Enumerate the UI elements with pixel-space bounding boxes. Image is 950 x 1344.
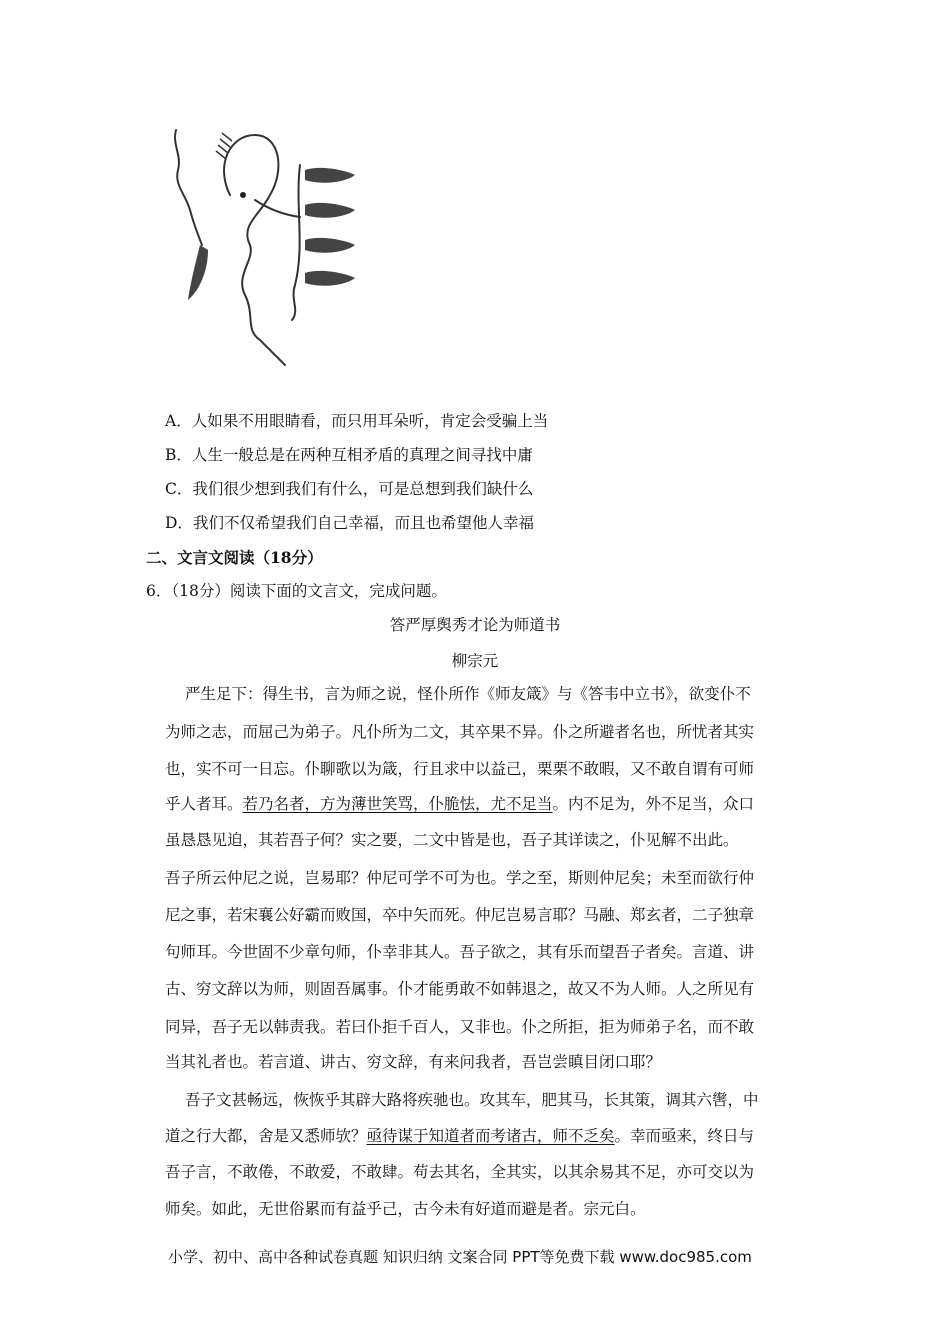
essay-line-text: 也，实不可一日忘。仆聊歌以为箴，行且求中以益己，栗栗不敢暇，又不敢自谓有可师 xyxy=(165,760,755,778)
underlined-sentence: 若乃名者，方为薄世笑骂，仆脆怯，尤不足当 xyxy=(242,795,553,813)
option-b[interactable]: B．人生一般总是在两种互相矛盾的真理之间寻找中庸 xyxy=(165,446,533,464)
essay-title: 答严厚舆秀才论为师道书 xyxy=(389,616,561,634)
option-a[interactable]: A．人如果不用眼睛看，而只用耳朵听，肯定会受骗上当 xyxy=(165,412,549,430)
option-c[interactable]: C．我们很少想到我们有什么，可是总想到我们缺什么 xyxy=(165,480,534,498)
essay-line xyxy=(165,977,754,999)
essay-line xyxy=(185,1088,759,1110)
pictogram-illustration xyxy=(160,125,360,375)
essay-line xyxy=(165,828,739,850)
essay-line xyxy=(165,1160,754,1182)
essay-line xyxy=(165,1197,646,1219)
essay-line xyxy=(165,903,754,925)
option-d[interactable]: D．我们不仅希望我们自己幸福，而且也希望他人幸福 xyxy=(165,514,534,532)
essay-line-text: 当其礼者也。若言道、讲古、穷文辞，有来问我者，吾岂尝瞋目闭口耶？ xyxy=(165,1053,662,1071)
essay-line-text: 吾子所云仲尼之说，岂易耶？仲尼可学不可为也。学之至，斯则仲尼矣；未至而欲行仲 xyxy=(165,869,755,887)
essay-line-text: 为师之志，而屈己为弟子。凡仆所为二文，其卒果不异。仆之所避者名也，所忧者其实 xyxy=(165,723,755,741)
essay-line-text: 。幸而亟来，终日与 xyxy=(614,1127,755,1145)
essay-line xyxy=(165,940,754,962)
answer-options xyxy=(165,404,548,540)
essay-line-text: 。内不足为，外不足当，众口 xyxy=(552,795,755,813)
essay-line-text: 同异，吾子无以韩责我。若曰仆拒千百人，又非也。仆之所拒，拒为师弟子名，而不敢 xyxy=(165,1018,755,1036)
essay-line xyxy=(165,1124,754,1146)
essay-line-text: 虽恳恳见迫，其若吾子何？实之要，二文中皆是也，吾子其详读之，仆见解不出此。 xyxy=(165,831,739,849)
essay-line xyxy=(165,720,754,742)
essay-line-text: 乎人者耳。 xyxy=(165,795,243,813)
underlined-sentence: 亟待谋于知道者而考诸古，师不乏矣 xyxy=(366,1127,615,1145)
essay-line-text: 师矣。如此，无世俗累而有益乎己，古今未有好道而避是者。宗元白。 xyxy=(165,1200,646,1218)
essay-line xyxy=(185,682,751,704)
essay-line xyxy=(165,1050,661,1072)
essay-author: 柳宗元 xyxy=(451,652,499,670)
essay-line-text: 吾子言，不敢倦，不敢爱，不敢肆。苟去其名，全其实，以其余易其不足，亦可交以为 xyxy=(165,1163,755,1181)
essay-line xyxy=(165,757,754,779)
question-prompt: 6．（18分）阅读下面的文言文，完成问题。 xyxy=(146,582,447,600)
essay-line-text: 句师耳。今世固不少章句师，仆幸非其人。吾子欲之，其有乐而望吾子者矣。言道、讲 xyxy=(165,943,755,961)
essay-line xyxy=(165,866,754,888)
essay-line-text: 尼之事，若宋襄公好霸而败国，卒中矢而死。仲尼岂易言耶？马融、郑玄者，二子独章 xyxy=(165,906,755,924)
essay-line-text: 严生足下：得生书，言为师之说，怪仆所作《师友箴》与《答韦中立书》，欲变仆不 xyxy=(185,685,751,703)
essay-line-text: 古、穷文辞以为师，则固吾属事。仆才能勇敢不如韩退之，故又不为人师。人之所见有 xyxy=(165,980,755,998)
essay-line-text: 道之行大都，舍是又悉师欤？ xyxy=(165,1127,367,1145)
section-title: 二、文言文阅读（18分） xyxy=(146,548,323,567)
essay-line-text: 吾子文甚畅远，恢恢乎其辟大路将疾驰也。攻其车，肥其马，长其策，调其六辔，中 xyxy=(185,1091,759,1109)
essay-line xyxy=(165,1015,754,1037)
essay-line xyxy=(165,792,754,814)
footer-banner: 小学、初中、高中各种试卷真题 知识归纳 文案合同 PPT等免费下载 www.doc985.com xyxy=(168,1248,752,1266)
